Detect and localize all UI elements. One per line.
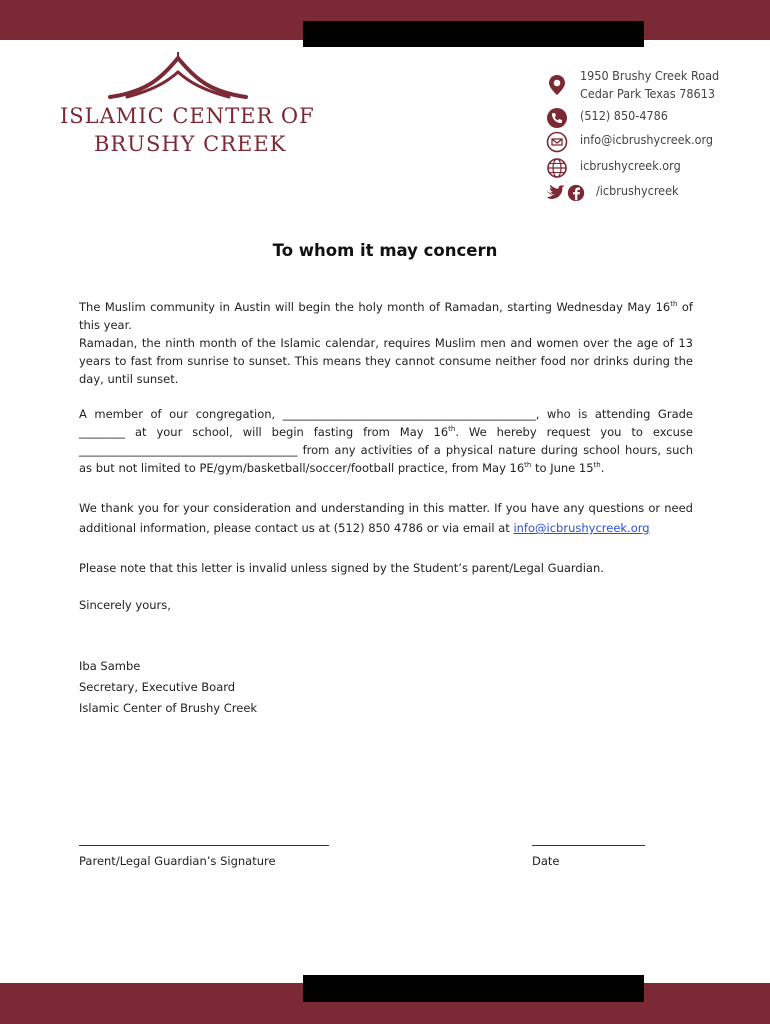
superscript: th <box>593 461 601 470</box>
social-handle-text: /icbrushycreek <box>596 183 679 198</box>
contact-website <box>546 157 756 179</box>
date-line[interactable] <box>532 845 645 846</box>
address-line2: Cedar Park Texas 78613 <box>580 86 715 101</box>
paragraph-thanks <box>79 498 693 538</box>
globe-icon <box>546 157 568 179</box>
dome-icon <box>105 52 255 102</box>
signature-block <box>79 656 693 719</box>
email-icon <box>546 131 568 153</box>
text-span: to June 15 <box>531 461 594 475</box>
address-line1: 1950 Brushy Creek Road <box>580 68 720 83</box>
logo-text-line1: ISLAMIC CENTER OF <box>60 104 315 128</box>
text-span: A member of our congregation, ____________________________________________, who is attending Grade ________ at your school, will begin fasting from May 16 <box>79 407 693 439</box>
logo-text-line2: BRUSHY CREEK <box>94 132 287 156</box>
paragraph-validity-note: Please note that this letter is invalid unless signed by the Student’s parent/Legal Guardian. <box>79 561 604 575</box>
signer-name: Iba Sambe <box>79 659 141 673</box>
superscript: th <box>670 300 678 309</box>
contact-phone <box>546 107 756 129</box>
superscript: th <box>524 461 532 470</box>
text-span: We thank you for your consideration and understanding in this matter. If you have any questions or need additional information, please contact us at (512) 850 4786 or via email at <box>79 501 693 535</box>
signer-organization: Islamic Center of Brushy Creek <box>79 701 258 715</box>
email-text: info@icbrushycreek.org <box>580 132 714 147</box>
date-label: Date <box>532 854 560 868</box>
paragraph-request <box>79 405 693 477</box>
location-pin-icon <box>546 74 568 96</box>
text-span: . We hereby request you to excuse ______________________________________ from any activities of a physical nature during school hours, such as but not limited to PE/gym/basketball/soccer/football practice, from May 16 <box>79 425 693 475</box>
contact-email <box>546 131 756 153</box>
organization-logo <box>60 52 315 162</box>
contact-social <box>546 182 756 204</box>
phone-icon <box>546 107 568 129</box>
twitter-facebook-icon <box>546 182 586 204</box>
superscript: th <box>448 425 456 434</box>
signer-title: Secretary, Executive Board <box>79 680 236 694</box>
text-span: The Muslim community in Austin will begin the holy month of Ramadan, starting Wednesday May 16 <box>79 300 671 314</box>
text-span: of this year. <box>79 300 693 332</box>
phone-text: (512) 850-4786 <box>580 108 668 123</box>
paragraph-ramadan: Ramadan, the ninth month of the Islamic calendar, requires Muslim men and women over the age of 13 years to fast from sunrise to sunset. This means they cannot consume neither food nor drinks during the day, until sunset. <box>79 336 693 386</box>
website-text: icbrushycreek.org <box>580 158 681 173</box>
email-link[interactable]: info@icbrushycreek.org <box>513 521 650 535</box>
paragraph-intro <box>79 298 693 388</box>
redaction-bar-top <box>303 21 644 47</box>
letter-title: To whom it may concern <box>272 241 498 260</box>
closing-salutation: Sincerely yours, <box>79 598 171 612</box>
guardian-signature-label: Parent/Legal Guardian’s Signature <box>79 854 276 868</box>
contact-address <box>546 68 756 108</box>
redaction-bar-bottom <box>303 975 644 1002</box>
guardian-signature-line[interactable] <box>79 845 329 846</box>
text-span: . <box>600 461 605 475</box>
